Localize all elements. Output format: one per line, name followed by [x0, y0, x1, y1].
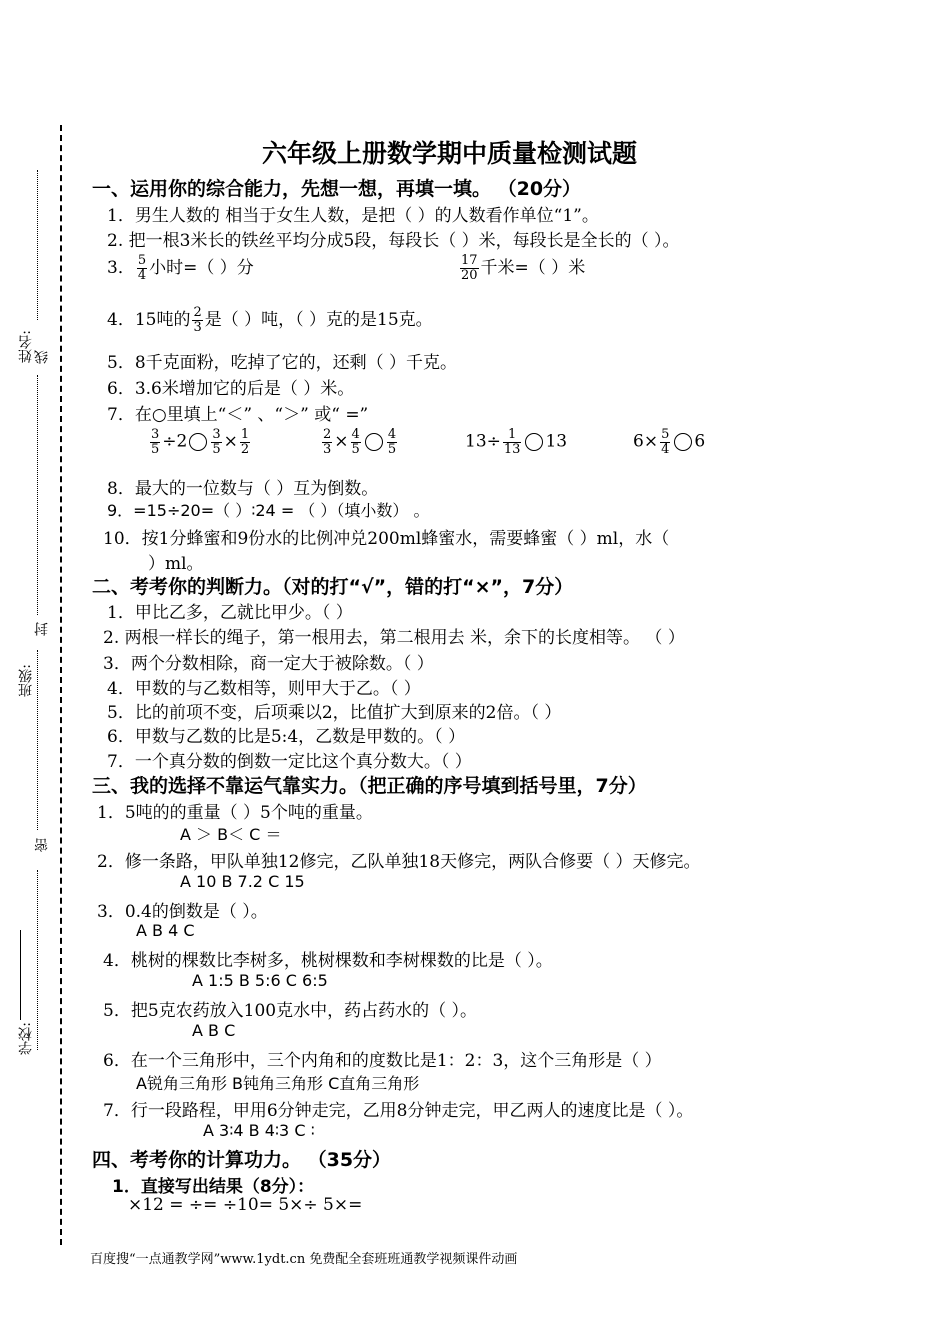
compare-a: $\frac{3}{5}$ ÷2 $\frac{3}{5}$ × $\frac{1}{2}$: [151, 427, 250, 457]
q3-number: 3．: [107, 258, 135, 278]
seal-mi-label: 密: [34, 838, 50, 852]
compare-circle-c: [525, 433, 543, 451]
q3-part-b: 千米=（ ）米: [480, 258, 586, 278]
compare-circle-b: [365, 433, 383, 451]
seal-xian-label: 线: [34, 350, 50, 364]
s2-item-4: 4．甲数的与乙数相等，则甲大于乙。（ ）: [107, 679, 421, 699]
s2-item-6: 6．甲数与乙数的比是5:4，乙数是甲数的。（ ）: [107, 727, 466, 747]
name-label: 姓名:: [18, 330, 34, 363]
binding-dots-bottom: [37, 870, 38, 1050]
s3-question-4: 4．桃树的棵数比李树多，桃树棵数和李树棵数的比是（ ）。: [103, 951, 553, 971]
s3-question-2: 2．修一条路，甲队单独12修完，乙队单独18天修完，两队合修要（ ）天修完。: [97, 852, 701, 872]
s1-question-3b: [458, 253, 585, 283]
s3-question-3: 3．0.4的倒数是（ ）。: [97, 902, 268, 922]
s3-options-7: A 3∶4 B 4∶3 C ∶: [203, 1121, 315, 1140]
s1-question-5: 5．8千克面粉，吃掉了它的，还剩（ ）千克。: [107, 353, 458, 373]
s1-question-9: 9．=15÷20=（ ）∶24 = （ ）（填小数） 。: [107, 501, 430, 520]
page-footer: 百度搜“一点通教学网”www.1ydt.cn 免费配全套班班通教学视频课件动画: [90, 1252, 518, 1267]
binding-dots-mid: [37, 375, 38, 615]
section-1-heading: 一、运用你的综合能力，先想一想，再填一填。 （20分）: [92, 178, 582, 200]
section-3-heading: 三、我的选择不靠运气靠实力。（把正确的序号填到括号里，7分）: [92, 775, 647, 797]
s2-item-3: 3．两个分数相除，商一定大于被除数。（ ）: [103, 654, 434, 674]
s3-options-2: A 10 B 7.2 C 15: [180, 872, 305, 891]
fraction-5-4: $\frac{5}{4}$: [137, 253, 147, 283]
s1-question-4: 4．15吨的 $\frac{2}{3}$ 是（ ）吨，（ ）克的是15克。: [107, 305, 433, 335]
s3-options-4: A 1:5 B 5:6 C 6:5: [192, 971, 328, 990]
compare-c: 13÷ $\frac{1}{13}$ 13: [465, 427, 568, 457]
class-label: 班级:: [18, 664, 34, 697]
compare-circle-d: [674, 433, 692, 451]
s4-calc-row: ×12 = ÷= ÷10= 5×÷ 5×=: [128, 1195, 363, 1215]
school-line: [20, 930, 21, 1020]
s1-question-10-cont: ）ml。: [148, 554, 204, 574]
q3-part-a: 小时=（ ）分: [149, 258, 254, 278]
compare-circle-a: [189, 433, 207, 451]
s1-question-8: 8．最大的一位数与（ ）互为倒数。: [107, 479, 379, 499]
binding-dashed-line: [60, 125, 62, 1245]
s3-options-6: A锐角三角形 B钝角三角形 C直角三角形: [136, 1074, 420, 1093]
s4-subheading: 1．直接写出结果（8分）：: [112, 1177, 315, 1197]
s3-options-1: A ＞ B＜ C ＝: [180, 825, 282, 844]
s1-question-2: 2. 把一根3米长的铁丝平均分成5段，每段长（ ）米，每段长是全长的（ ）。: [107, 231, 680, 251]
section-4-heading: 四、考考你的计算功力。 （35分）: [92, 1149, 392, 1171]
s1-question-10: 10．按1分蜂蜜和9份水的比例冲兑200ml蜂蜜水，需要蜂蜜（ ）ml，水（: [103, 529, 670, 549]
seal-feng-label: 封: [34, 622, 50, 636]
section-2-heading: 二、考考你的判断力。（对的打“√”，错的打“×”，7分）: [92, 576, 574, 598]
s3-question-5: 5．把5克农药放入100克水中，药占药水的（ ）。: [103, 1001, 477, 1021]
s2-item-5: 5．比的前项不变，后项乘以2，比值扩大到原来的2倍。（ ）: [107, 703, 562, 723]
s2-item-2: 2. 两根一样长的绳子，第一根用去，第二根用去 米，余下的长度相等。 （ ）: [103, 628, 685, 648]
s3-question-7: 7．行一段路程，甲用6分钟走完，乙用8分钟走完，甲乙两人的速度比是（ ）。: [103, 1101, 694, 1121]
s1-question-1: 1．男生人数的 相当于女生人数，是把（ ）的人数看作单位“1”。: [107, 206, 599, 226]
compare-b: $\frac{2}{3}$ × $\frac{4}{5}$ $\frac{4}{5}$: [323, 427, 397, 457]
s1-question-7: 7．在○里填上“＜” 、“＞” 或“ =”: [107, 405, 369, 425]
s1-question-3: [107, 253, 254, 283]
s1-question-6: 6．3.6米增加它的后是（ ）米。: [107, 379, 355, 399]
school-label: 学校:: [18, 1022, 34, 1055]
s3-question-1: 1．5吨的的重量（ ）5个吨的重量。: [97, 803, 373, 823]
page-title: 六年级上册数学期中质量检测试题: [262, 139, 638, 168]
s2-item-1: 1．甲比乙多，乙就比甲少。（ ）: [107, 603, 353, 623]
fraction-2-3: $\frac{2}{3}$: [193, 305, 202, 335]
s3-options-5: A B C: [192, 1021, 236, 1040]
s3-options-3: A B 4 C: [136, 921, 195, 940]
binding-dots-top: [37, 170, 38, 320]
binding-dots-lower: [37, 650, 38, 830]
compare-d: 6× $\frac{5}{4}$ 6: [633, 427, 706, 457]
fraction-17-20: $\frac{17}{20}$: [461, 253, 478, 283]
s2-item-7: 7．一个真分数的倒数一定比这个真分数大。（ ）: [107, 752, 472, 772]
s3-question-6: 6．在一个三角形中，三个内角和的度数比是1：2：3，这个三角形是（ ）: [103, 1051, 662, 1071]
